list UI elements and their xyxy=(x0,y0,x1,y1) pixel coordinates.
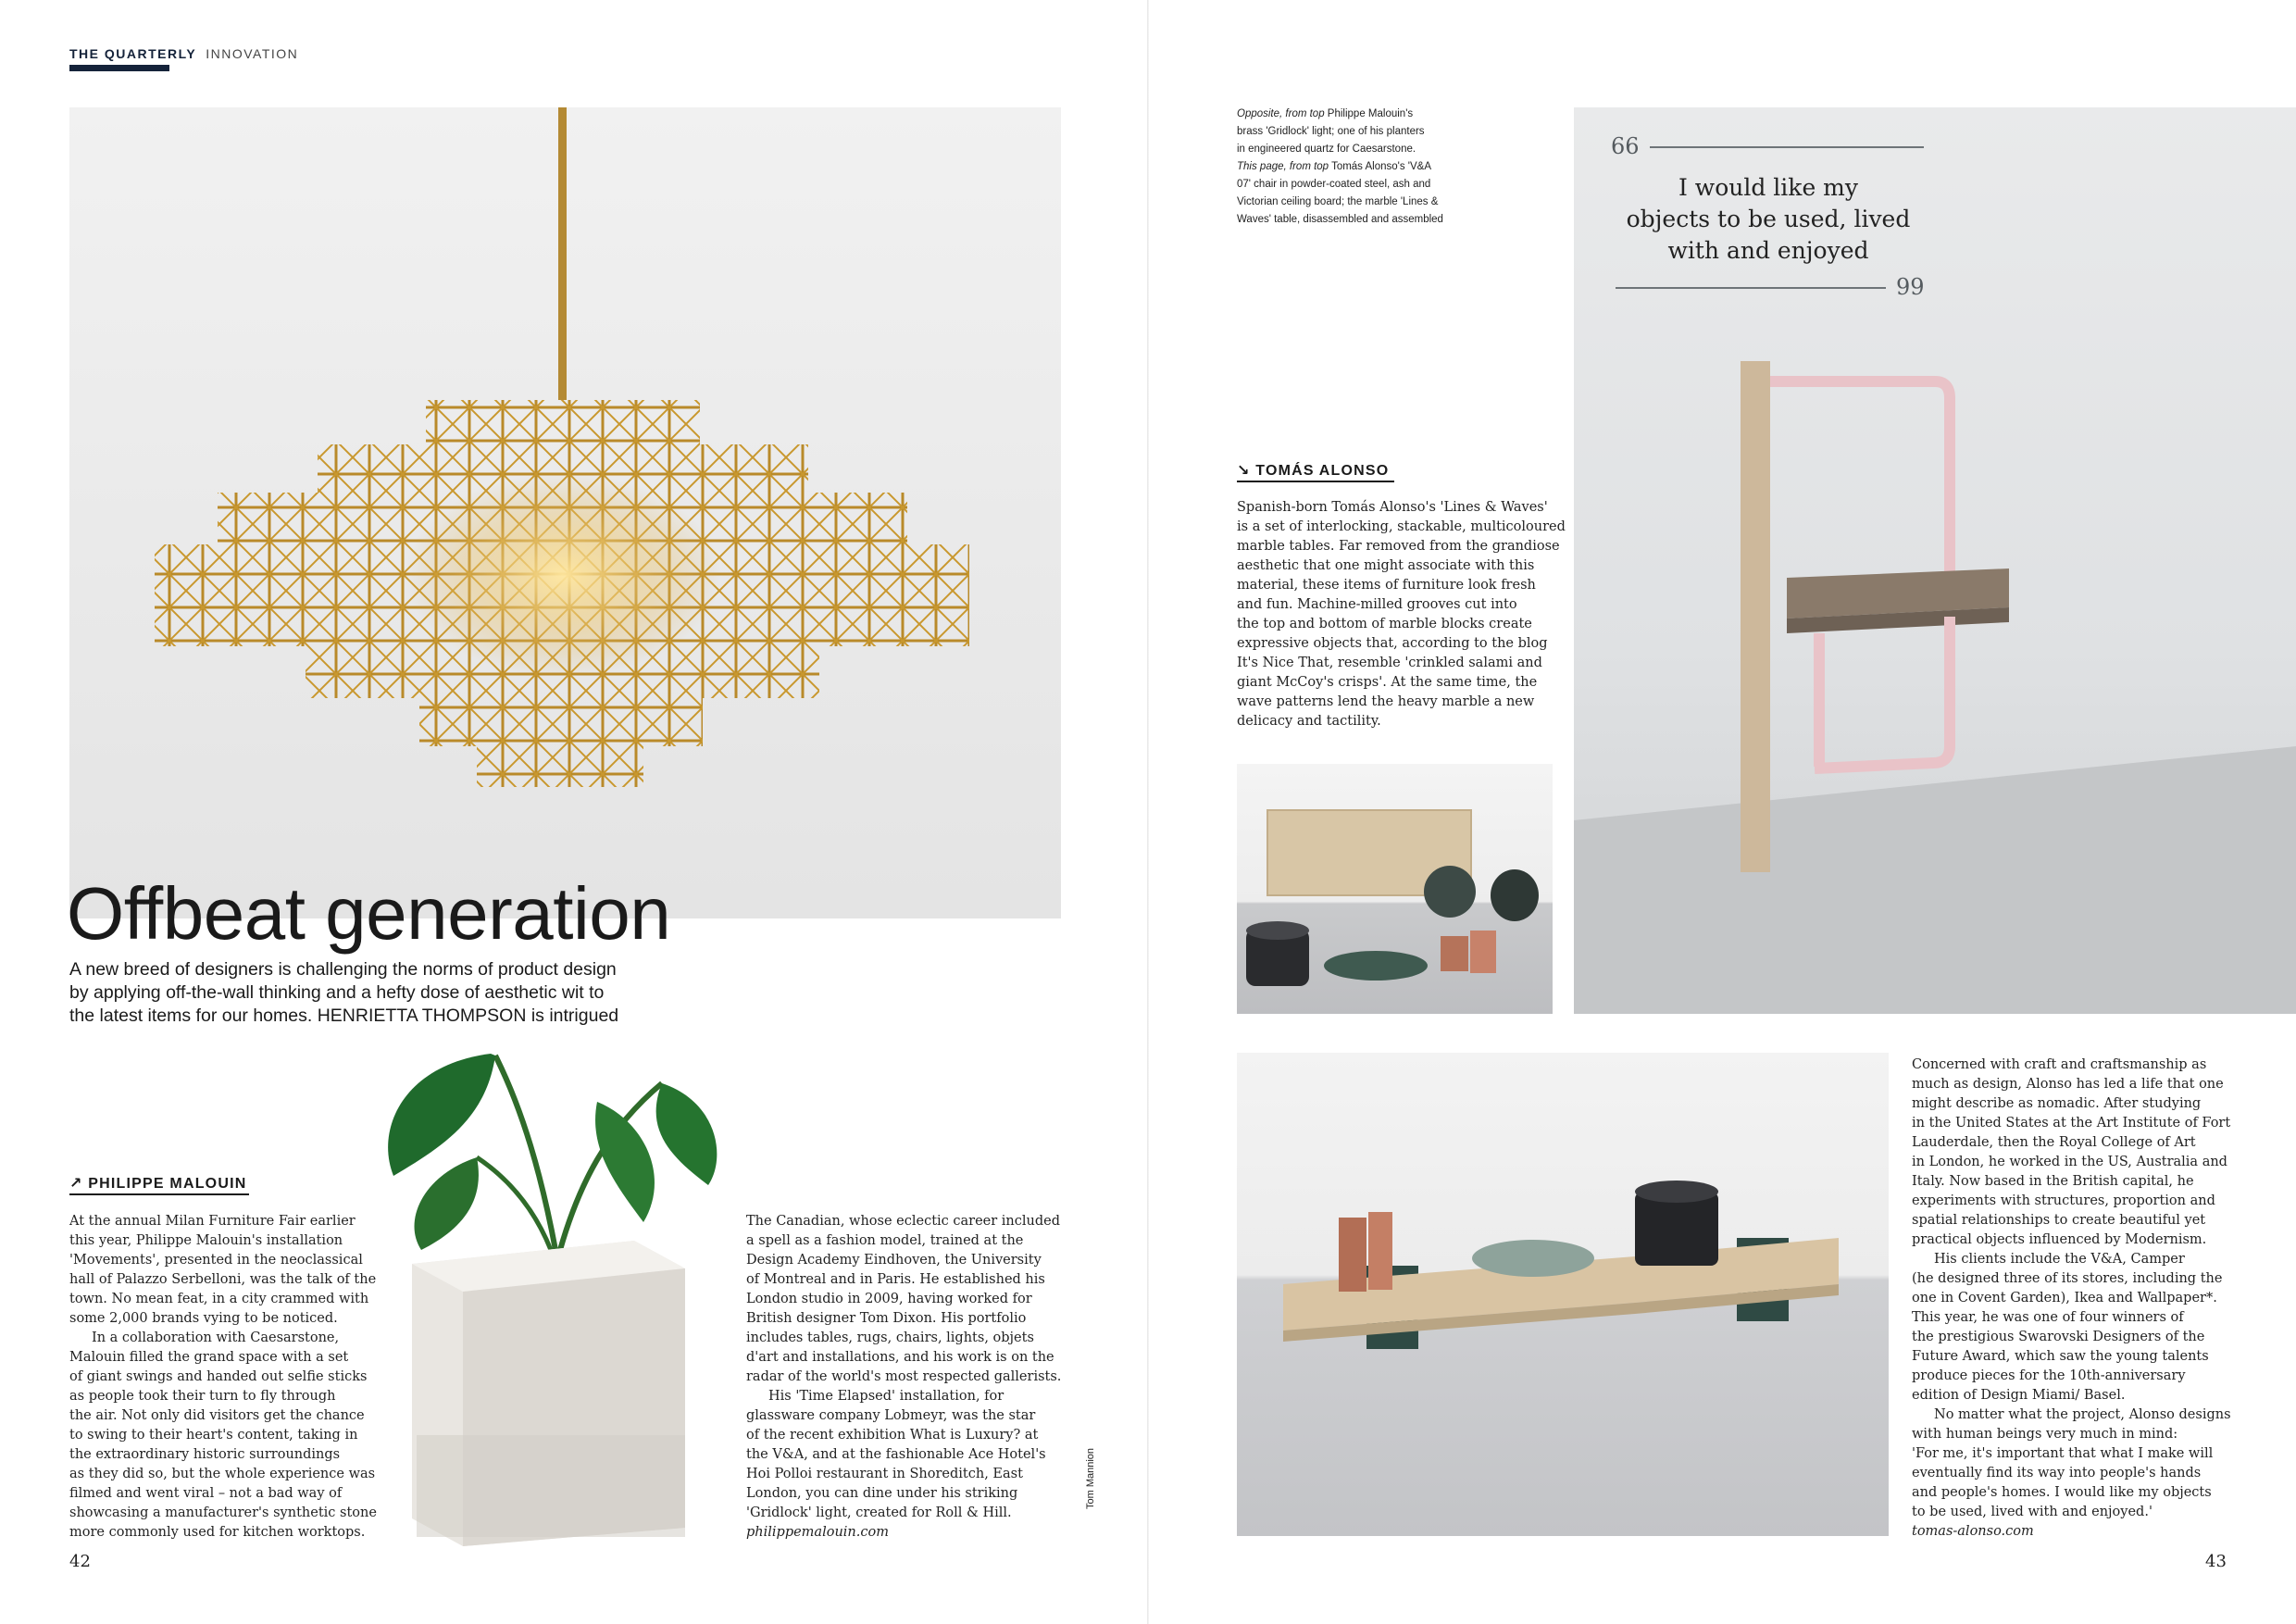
designer-name: PHILIPPE MALOUIN xyxy=(88,1176,247,1192)
marble-parts-photo xyxy=(1237,764,1553,1014)
quote-close-mark: 99 xyxy=(1896,274,1925,300)
section-heading-rule xyxy=(69,1193,249,1195)
body-line: town. No mean feat, in a city crammed with xyxy=(69,1292,369,1306)
body-line: in the United States at the Art Institute of Fort xyxy=(1912,1116,2231,1131)
arrow-se-icon: ↘ xyxy=(1237,463,1251,479)
caption-line: brass 'Gridlock' light; one of his planters xyxy=(1237,126,1425,137)
body-line: of Montreal and in Paris. He established his xyxy=(746,1272,1045,1287)
body-line: No matter what the project, Alonso designs xyxy=(1934,1407,2231,1422)
body-line: delicacy and tactility. xyxy=(1237,714,1381,729)
marble-table-illustration xyxy=(1237,1053,1889,1536)
page-spine xyxy=(1147,0,1149,1624)
pull-quote-line: objects to be used, lived xyxy=(1626,206,1911,232)
designer-name: TOMÁS ALONSO xyxy=(1255,463,1390,479)
section-name: INNOVATION xyxy=(206,46,299,61)
body-line: 'Gridlock' light, created for Roll & Hill. xyxy=(746,1505,1012,1520)
planter-photo xyxy=(366,1046,718,1546)
caption-line: This page, from top Tomás Alonso's 'V&A xyxy=(1237,161,1432,172)
body-line: produce pieces for the 10th-anniversary xyxy=(1912,1368,2186,1383)
planter-illustration xyxy=(366,1046,718,1546)
table-photo xyxy=(1237,1053,1889,1536)
body-line: radar of the world's most respected gallerists. xyxy=(746,1369,1062,1384)
alonso-intro-column xyxy=(1237,498,1566,731)
page-number-left: 42 xyxy=(69,1552,91,1571)
pull-quote-line: with and enjoyed xyxy=(1667,237,1869,264)
body-line: the air. Not only did visitors get the chance xyxy=(69,1408,365,1423)
alonso-column xyxy=(1912,1056,2231,1542)
body-line: of the recent exhibition What is Luxury? at xyxy=(746,1428,1039,1443)
body-line: His clients include the V&A, Camper xyxy=(1934,1252,2185,1267)
body-line: with human beings very much in mind: xyxy=(1912,1427,2178,1442)
body-line: as people took their turn to fly through xyxy=(69,1389,336,1404)
body-line: edition of Design Miami/ Basel. xyxy=(1912,1388,2126,1403)
pull-quote xyxy=(1616,172,1921,267)
photo-credit: Tom Mannion xyxy=(1085,1447,1096,1509)
standfirst-line: by applying off-the-wall thinking and a hefty dose of aesthetic wit to xyxy=(69,982,605,1003)
body-line: aesthetic that one might associate with this xyxy=(1237,558,1535,573)
body-line: experiments with structures, proportion and xyxy=(1912,1193,2215,1208)
body-line: Italy. Now based in the British capital, he xyxy=(1912,1174,2194,1189)
body-line: Concerned with craft and craftsmanship as xyxy=(1912,1057,2207,1072)
body-line: and people's homes. I would like my objects xyxy=(1912,1485,2212,1500)
body-line: (he designed three of its stores, including the xyxy=(1912,1271,2223,1286)
body-line: Hoi Polloi restaurant in Shoreditch, East xyxy=(746,1467,1023,1481)
body-line: glassware company Lobmeyr, was the star xyxy=(746,1408,1036,1423)
body-line: includes tables, rugs, chairs, lights, objets xyxy=(746,1330,1034,1345)
malouin-website-link[interactable]: philippemalouin.com xyxy=(746,1525,889,1540)
body-line: Future Award, which saw the young talents xyxy=(1912,1349,2209,1364)
body-line: wave patterns lend the heavy marble a new xyxy=(1237,694,1535,709)
page-number-right: 43 xyxy=(2205,1552,2227,1571)
body-line: material, these items of furniture look fresh xyxy=(1237,578,1536,593)
body-line: hall of Palazzo Serbelloni, was the talk of the xyxy=(69,1272,377,1287)
body-line: showcasing a manufacturer's synthetic stone xyxy=(69,1505,377,1520)
caption-line: Waves' table, disassembled and assembled xyxy=(1237,214,1443,225)
gridlock-light-illustration xyxy=(69,107,1061,918)
body-line: as they did so, but the whole experience was xyxy=(69,1467,376,1481)
magazine-name: THE QUARTERLY xyxy=(69,46,197,61)
body-line: to be used, lived with and enjoyed.' xyxy=(1912,1505,2152,1519)
body-line: much as design, Alonso has led a life that one xyxy=(1912,1077,2224,1092)
section-heading-malouin xyxy=(69,1174,246,1193)
malouin-column-1 xyxy=(69,1212,377,1543)
body-line: marble tables. Far removed from the grandiose xyxy=(1237,539,1560,554)
body-line: the V&A, and at the fashionable Ace Hotel's xyxy=(746,1447,1046,1462)
body-line: Design Academy Eindhoven, the University xyxy=(746,1253,1042,1268)
body-line: spatial relationships to create beautiful yet xyxy=(1912,1213,2206,1228)
body-line: the prestigious Swarovski Designers of the xyxy=(1912,1330,2205,1344)
quote-rule-bottom xyxy=(1616,287,1886,289)
body-line: filmed and went viral – not a bad way of xyxy=(69,1486,343,1501)
body-line: a spell as a fashion model, trained at the xyxy=(746,1233,1024,1248)
caption-line: in engineered quartz for Caesarstone. xyxy=(1237,144,1416,155)
section-heading-rule xyxy=(1237,481,1394,482)
body-line: in London, he worked in the US, Australia and xyxy=(1912,1155,2227,1169)
body-line: It's Nice That, resemble 'crinkled salami and xyxy=(1237,656,1542,670)
body-line: British designer Tom Dixon. His portfolio xyxy=(746,1311,1027,1326)
body-line: the extraordinary historic surroundings xyxy=(69,1447,341,1462)
body-line: is a set of interlocking, stackable, multicoloured xyxy=(1237,519,1566,534)
caption-line: Opposite, from top Philippe Malouin's xyxy=(1237,108,1414,119)
body-line: 'For me, it's important that what I make will xyxy=(1912,1446,2214,1461)
body-line: The Canadian, whose eclectic career included xyxy=(746,1214,1061,1229)
body-line: of giant swings and handed out selfie sticks xyxy=(69,1369,368,1384)
marble-parts-illustration xyxy=(1237,764,1553,1014)
caption-line: 07' chair in powder-coated steel, ash and xyxy=(1237,179,1431,190)
body-line: eventually find its way into people's hands xyxy=(1912,1466,2202,1480)
body-line: this year, Philippe Malouin's installation xyxy=(69,1233,343,1248)
body-line: Lauderdale, then the Royal College of Art xyxy=(1912,1135,2196,1150)
body-line: expressive objects that, according to the blog xyxy=(1237,636,1548,651)
arrow-ne-icon: ↗ xyxy=(69,1176,83,1192)
body-line: This year, he was one of four winners of xyxy=(1912,1310,2184,1325)
body-line: giant McCoy's crisps'. At the same time, the xyxy=(1237,675,1538,690)
image-caption xyxy=(1237,106,1443,229)
running-header xyxy=(69,46,298,61)
malouin-column-2 xyxy=(746,1212,1061,1543)
body-line: Spanish-born Tomás Alonso's 'Lines & Waves' xyxy=(1237,500,1548,515)
body-line: the top and bottom of marble blocks create xyxy=(1237,617,1532,631)
quote-open-mark: 66 xyxy=(1611,133,1640,159)
body-line: to swing to their heart's content, taking in xyxy=(69,1428,358,1443)
standfirst xyxy=(69,958,718,1028)
body-line: more commonly used for kitchen worktops. xyxy=(69,1525,366,1540)
body-line: His 'Time Elapsed' installation, for xyxy=(768,1389,1004,1404)
caption-line: Victorian ceiling board; the marble 'Lines & xyxy=(1237,196,1439,207)
pull-quote-line: I would like my xyxy=(1678,174,1859,201)
section-heading-alonso xyxy=(1237,461,1389,480)
body-line: London studio in 2009, having worked for xyxy=(746,1292,1032,1306)
body-line: practical objects influenced by Modernism. xyxy=(1912,1232,2207,1247)
body-line: and fun. Machine-milled grooves cut into xyxy=(1237,597,1517,612)
headline: Offbeat generation xyxy=(67,872,671,955)
body-line: Malouin filled the grand space with a set xyxy=(69,1350,349,1365)
body-line: some 2,000 brands vying to be noticed. xyxy=(69,1311,338,1326)
standfirst-line: the latest items for our homes. HENRIETTA THOMPSON is intrigued xyxy=(69,1006,619,1026)
lamp-photo xyxy=(69,107,1061,918)
alonso-website-link[interactable]: tomas-alonso.com xyxy=(1912,1524,2034,1539)
body-line: one in Covent Garden), Ikea and Wallpaper*. xyxy=(1912,1291,2217,1305)
body-line: At the annual Milan Furniture Fair earlier xyxy=(69,1214,356,1229)
body-line: might describe as nomadic. After studying xyxy=(1912,1096,2202,1111)
body-line: London, you can dine under his striking xyxy=(746,1486,1018,1501)
quote-rule-top xyxy=(1650,146,1924,148)
body-line: 'Movements', presented in the neoclassical xyxy=(69,1253,363,1268)
header-bar xyxy=(69,65,169,71)
body-line: d'art and installations, and his work is on the xyxy=(746,1350,1054,1365)
standfirst-line: A new breed of designers is challenging the norms of product design xyxy=(69,959,617,980)
body-line: In a collaboration with Caesarstone, xyxy=(92,1330,340,1345)
